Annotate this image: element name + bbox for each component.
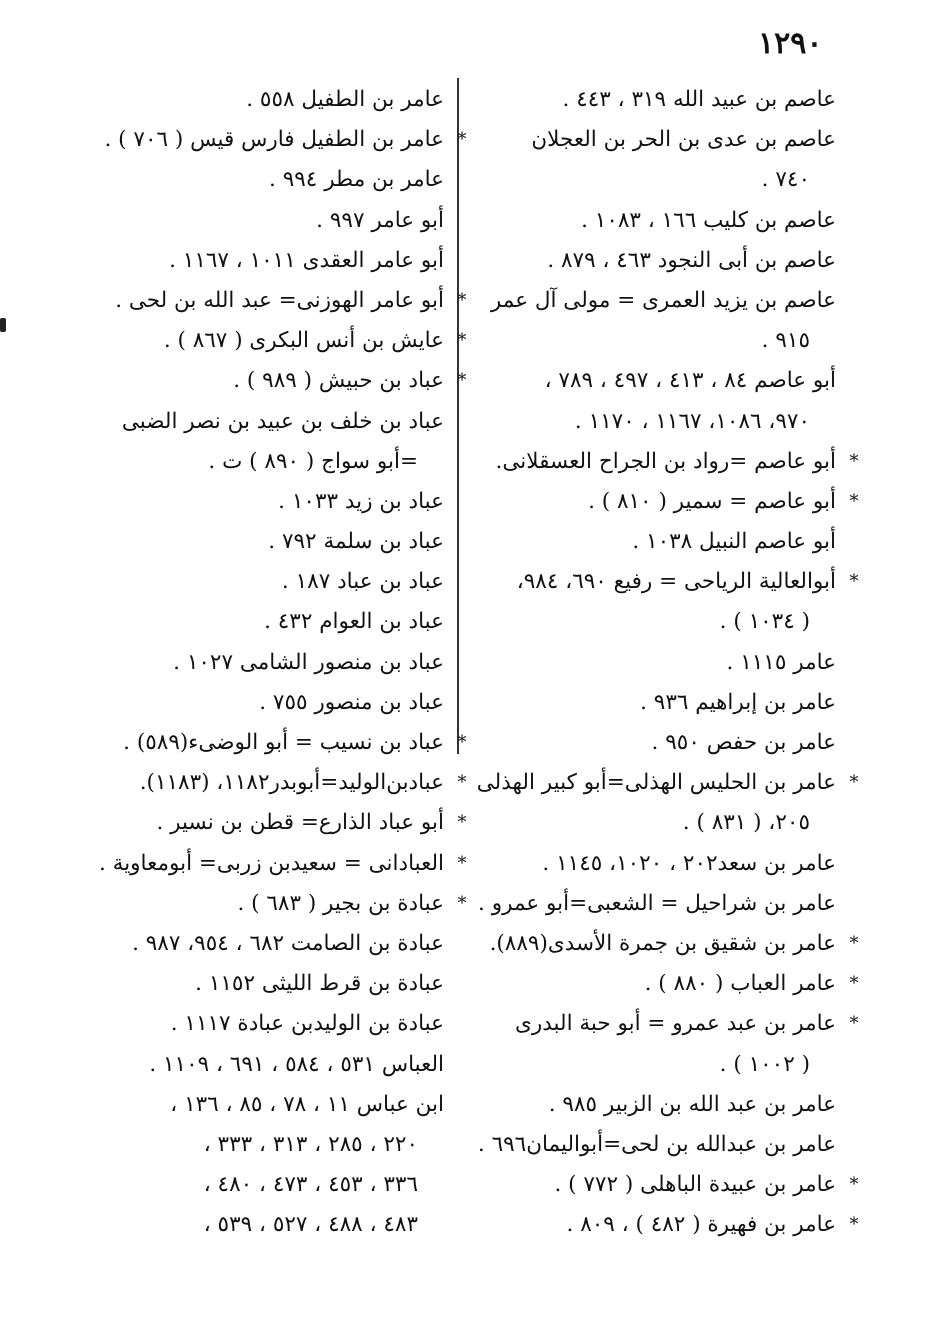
index-entry-text: عباد بن سلمة ٧٩٢ . [268,529,444,555]
index-entry [76,482,444,522]
index-entry [76,723,467,763]
index-entry-text: عامر بن الطفيل فارس قيس ( ٧٠٦ ) . [104,127,444,153]
index-entry-text: أبو عاصم النبيل ١٠٣٨ . [632,529,836,555]
index-entry [477,1125,836,1165]
index-entry-text: عامر بن سعد٢٠٢ ، ١٠٢٠، ١١٤٥ . [542,850,836,876]
index-entry-text: عامر بن مطر ٩٩٤ . [269,167,444,193]
index-column-left [76,80,467,1245]
index-entry [486,683,836,723]
star-marker-icon: * [457,732,467,753]
index-entry-text: عامر بن حفص ٩٥٠ . [651,730,836,755]
index-entry-text: عامر بن الحليس الهذلى=أبو كبير الهذلى [476,770,836,796]
index-entry [486,602,836,642]
index-entry-text: عباد بن منصور الشامى ١٠٢٧ . [173,649,444,675]
index-entry-text: عبادة بن قرط الليثى ١١٥٢ . [195,971,444,997]
index-entry [76,1085,444,1125]
index-entry [76,844,467,884]
index-entry [476,763,859,803]
index-entry-text: أبو عامر ٩٩٧ . [316,207,444,233]
star-marker-icon: * [457,129,467,151]
index-entry [76,602,444,642]
index-entry [486,1045,836,1085]
star-marker-icon: * [849,490,859,512]
index-entry [486,803,836,843]
index-entry-text: عامر بن عبد الله بن الزبير ٩٨٥ . [548,1091,836,1117]
index-entry-text: عاصم بن أبى النجود ٤٦٣ ، ٨٧٩ . [547,247,836,273]
index-entry [76,803,467,843]
index-entry [486,522,836,562]
index-entry [76,522,444,562]
index-entry [76,1165,444,1205]
index-entry-text: أبو عاصم = سمير ( ٨١٠ ) . [588,488,836,514]
star-marker-icon: * [457,812,467,834]
index-entry [486,120,836,160]
index-entry [486,241,836,281]
index-entry-text: أبو عباد الذارع= قطن بن نسير . [156,810,444,836]
scan-edge-mark [0,318,6,332]
star-marker-icon: * [457,772,467,794]
index-entry [486,1165,859,1205]
star-marker-icon: * [849,772,859,794]
index-entry [76,1125,444,1165]
index-entry [76,562,444,602]
index-entry-text: عايش بن أنس البكرى ( ٨٦٧ ) . [163,328,444,354]
index-entry [76,201,444,241]
star-marker-icon: * [457,330,467,352]
index-entry-text: عباد بن حبيش ( ٩٨٩ ) . [233,368,444,394]
index-entry-text: عامر بن إبراهيم ٩٣٦ . [640,689,836,715]
index-entry-text: =أبو سواج ( ٨٩٠ ) ت . [208,448,418,474]
index-entry-text: عامر بن شقيق بن جمرة الأسدى(٨٨٩). [489,930,836,956]
index-entry-text: أبو عاصم =رواد بن الجراح العسقلانى. [495,448,836,474]
star-marker-icon: * [457,852,467,874]
index-entry [486,482,859,522]
star-marker-icon: * [457,289,467,311]
index-entry [486,723,836,763]
star-marker-icon: * [849,932,859,954]
column-divider [457,78,459,754]
index-entry-text: ابن عباس ١١ ، ٧٨ ، ٨٥ ، ١٣٦ ، [170,1091,444,1117]
index-entry-text: عبادبن‌الوليد=أبوبدر١١٨٢، (١١٨٣). [139,770,444,796]
star-marker-icon: * [849,571,859,593]
index-entry [486,201,836,241]
index-entry [76,442,444,482]
index-entry [76,120,467,160]
star-marker-icon: * [849,450,859,472]
index-entry [486,442,859,482]
index-entry [486,80,836,120]
star-marker-icon: * [457,892,467,914]
star-marker-icon: * [849,973,859,995]
index-entry-text: ٢٠٥، ( ٨٣١ ) . [682,810,810,836]
star-marker-icon: * [849,1214,859,1236]
index-entry-text: ٩٧٠، ١٠٨٦، ١١٦٧ ، ١١٧٠ . [574,408,810,434]
index-entry-text: عاصم بن عدى بن الحر بن العجلان [531,127,836,153]
index-entry-text: عبادة بن بجير ( ٦٨٣ ) . [237,890,444,916]
star-marker-icon: * [849,1013,859,1035]
index-entry-text: عاصم بن عبيد الله ٣١٩ ، ٤٤٣ . [562,87,836,112]
index-entry-text: عامر ١١١٥ . [726,649,836,675]
index-entry [76,643,444,683]
star-marker-icon: * [457,370,467,392]
index-entry-text: عباد بن خلف بن عبيد بن نصر الضبى [121,408,444,434]
index-entry-text: ٤٨٣ ، ٤٨٨ ، ٥٢٧ ، ٥٣٩ ، [203,1212,418,1238]
index-entry [76,1045,444,1085]
index-entry [76,321,467,361]
index-entry [478,884,836,924]
index-entry-text: عباد بن العوام ٤٣٢ . [264,609,444,635]
index-entry-text: عامر بن فهيرة ( ٤٨٢ ) ، ٨٠٩ . [566,1212,836,1238]
index-entry-text: عامر العباب ( ٨٨٠ ) . [644,971,836,997]
index-entry [486,643,836,683]
index-entry [486,281,836,321]
index-entry [76,281,467,321]
index-entry-text: عباد بن زيد ١٠٣٣ . [278,488,444,514]
index-entry [76,402,444,442]
index-entry [76,241,444,281]
index-entry-text: عاصم بن كليب ١٦٦ ، ١٠٨٣ . [581,207,836,233]
index-entry-text: ( ١٠٠٢ ) . [719,1051,810,1077]
index-entry-text: أبو عامر العقدى ١٠١١ ، ١١٦٧ . [169,247,444,273]
index-entry [486,924,859,964]
index-entry-text: عامر بن شراحيل = الشعبى=أبو عمرو . [478,890,836,916]
index-entry [76,1004,444,1044]
index-entry [486,1004,859,1044]
index-entry-text: عبادة بن الوليدبن عبادة ١١١٧ . [170,1011,444,1037]
index-entry-text: عامر بن عبد عمرو = أبو حبة البدرى [515,1011,836,1037]
index-entry-text: عباد بن منصور ٧٥٥ . [259,689,444,715]
index-column-right [476,80,859,1245]
index-entry-text: ٣٣٦ ، ٤٥٣ ، ٤٧٣ ، ٤٨٠ ، [203,1172,418,1198]
index-entry [486,321,836,361]
index-entry [486,160,836,200]
index-entry-text: عباد بن نسيب = أبو الوضىء(٥٨٩) . [123,730,444,755]
index-entry [486,402,836,442]
index-entry-text: عبادة بن الصامت ٦٨٢ ، ٩٥٤، ٩٨٧ . [132,930,444,956]
index-entry-text: ٧٤٠ . [761,167,810,193]
index-entry [486,1085,836,1125]
index-entry [76,924,444,964]
index-entry-text: العباس ٥٣١ ، ٥٨٤ ، ٦٩١ ، ١١٠٩ . [149,1051,444,1077]
page-number: ١٢٩٠ [758,26,823,61]
index-entry [76,763,467,803]
index-entry-text: عاصم بن يزيد العمرى = مولى آل عمر [490,287,836,313]
index-entry [76,884,467,924]
index-entry [486,844,836,884]
index-entry-text: عامر بن عبيدة الباهلى ( ٧٧٢ ) . [554,1172,836,1198]
index-entry-text: ٩١٥ . [761,328,810,354]
index-entry-text: العبادانى = سعيدبن زربى= أبومعاوية . [99,850,444,876]
index-entry-text: عامر بن الطفيل ٥٥٨ . [246,87,444,112]
index-entry [76,1205,444,1245]
index-entry [486,361,836,401]
index-entry [76,160,444,200]
index-entry-text: ( ١٠٣٤ ) . [719,609,810,635]
index-entry [76,361,467,401]
index-entry-text: عباد بن عباد ١٨٧ . [281,569,444,595]
index-entry-text: عامر بن عبدالله بن لحى=أبواليمان٦٩٦ . [477,1131,836,1157]
index-entry [76,964,444,1004]
index-entry [486,964,859,1004]
index-entry-text: ٢٢٠ ، ٢٨٥ ، ٣١٣ ، ٣٣٣ ، [203,1131,418,1157]
star-marker-icon: * [849,1174,859,1196]
index-entry-text: أبو عاصم ٨٤ ، ٤١٣ ، ٤٩٧ ، ٧٨٩ ، [544,368,836,394]
index-entry [486,1205,859,1245]
index-entry-text: أبو عامر الهوزنى= عبد الله بن لحى . [115,287,444,313]
index-entry [486,562,859,602]
index-entry-text: أبوالعالية الرياحى = رفيع ٦٩٠، ٩٨٤، [516,569,836,595]
index-entry [76,80,444,120]
index-entry [76,683,444,723]
